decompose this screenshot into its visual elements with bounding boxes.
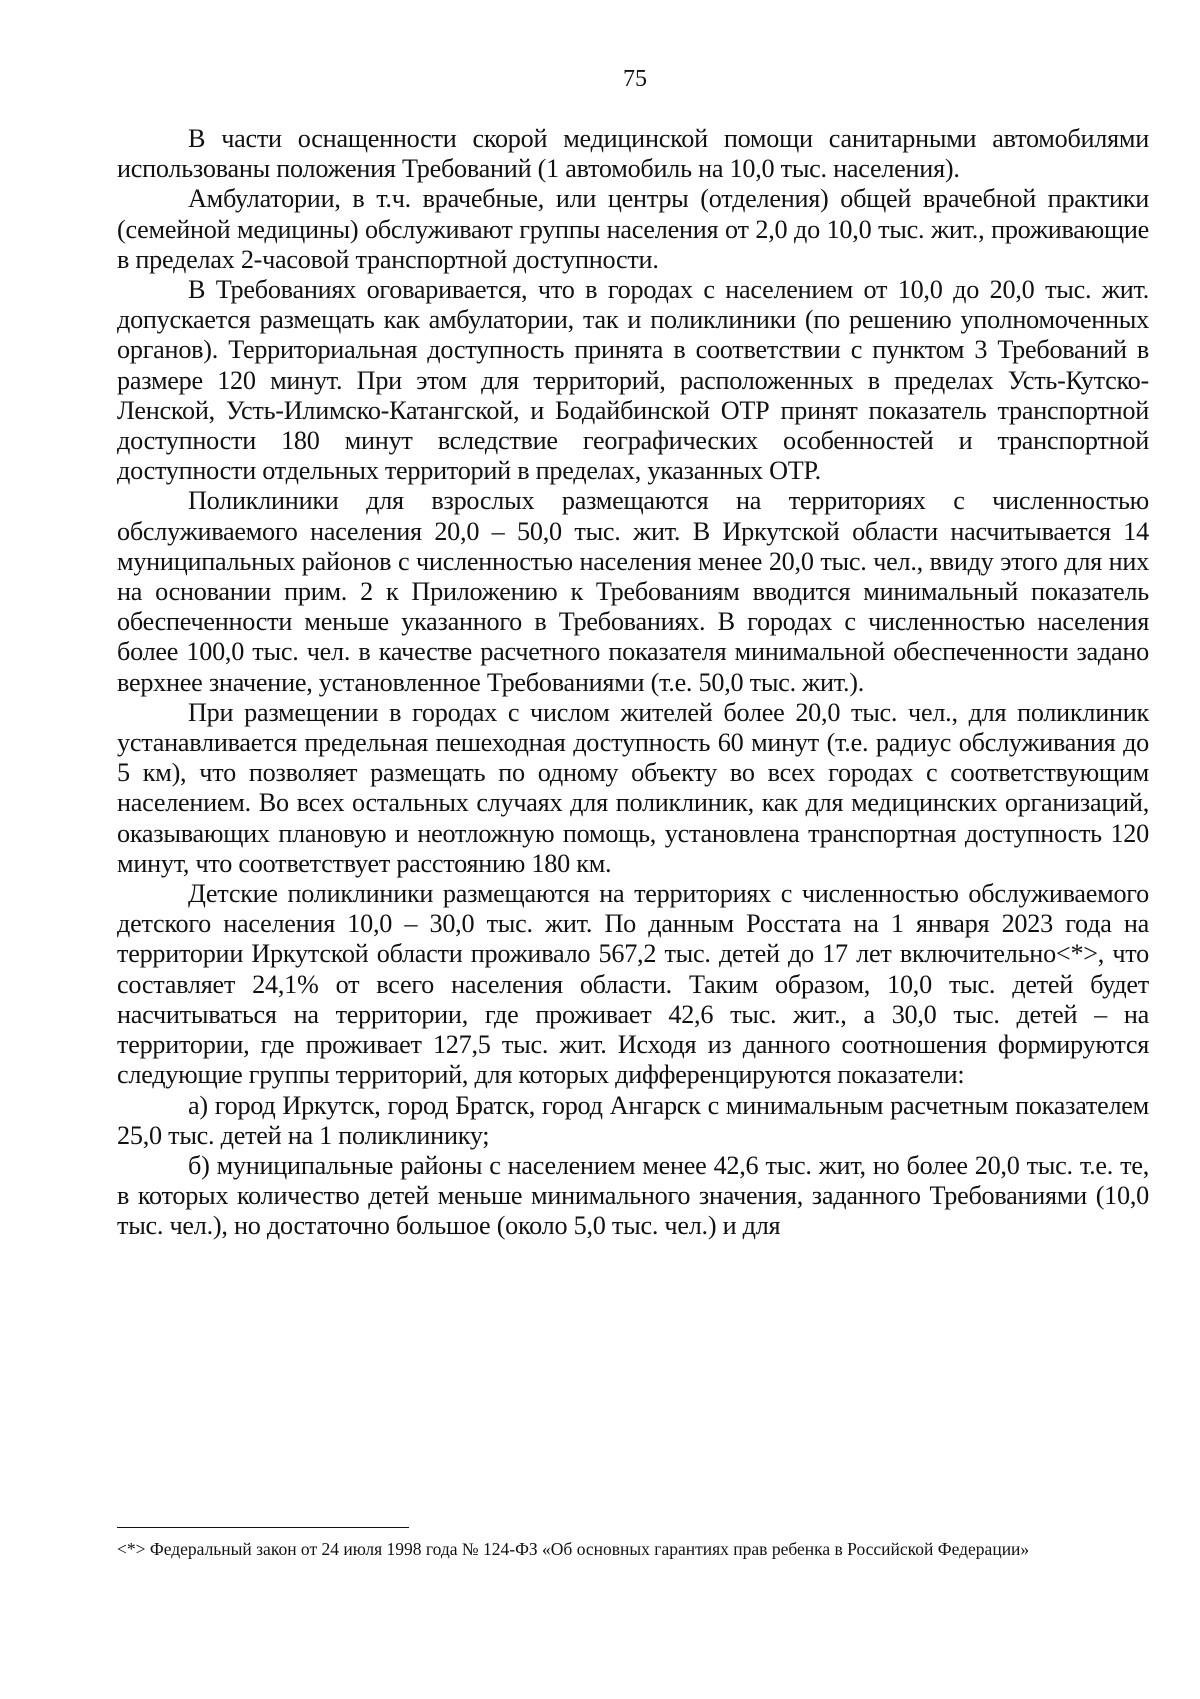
page-number: 75 (623, 66, 647, 92)
list-item-b: б) муниципальные районы с населением менее 42,6 тыс. жит, но более 20,0 тыс. т.е. те, в которых количество детей меньше минимального значения, заданного Требованиями (10,0 тыс. чел.), но достаточно большое (около 5,0 тыс. чел.) и для (117, 1150, 1149, 1241)
paragraph-ambulatories: Амбулатории, в т.ч. врачебные, или центры (отделения) общей врачебной практики (семейной медицины) обслуживают группы населения от 2,0 до 10,0 тыс. жит., проживающие в пределах 2-часовой транспортной доступности. (117, 184, 1149, 274)
paragraph-polyclinic-placement: При размещении в городах с числом жителей более 20,0 тыс. чел., для поликлиник устанавливается предельная пешеходная доступность 60 минут (т.е. радиус обслуживания до 5 км), что позволяет размещать по одному объекту во всех городах с соответствующим населением. Во всех остальных случаях для поликлиник, как для медицинских организаций, оказывающих плановую и неотложную помощь, установлена транспортная доступность 120 минут, что соответствует расстоянию 180 км. (117, 697, 1149, 878)
list-item-a: а) город Иркутск, город Братск, город Ангарск с минимальным расчетным показателем 25,0 тыс. детей на 1 поликлинику; (117, 1090, 1149, 1150)
body-text (117, 124, 1149, 1242)
paragraph-requirements-accessibility: В Требованиях оговаривается, что в городах с населением от 10,0 до 20,0 тыс. жит. допускается размещать как амбулатории, так и поликлиники (по решению уполномоченных органов). Территориальная доступность принята в соответствии с пунктом 3 Требований в размере 120 минут. При этом для территорий, расположенных в пределах Усть-Кутско-Ленской, Усть-Илимско-Катангской, и Бодайбинской ОТР принят показатель транспортной доступности 180 минут вследствие географических особенностей и транспортной доступности отдельных территорий в пределах, указанных ОТР. (117, 275, 1149, 486)
paragraph-children-polyclinics: Детские поликлиники размещаются на территориях с численностью обслуживаемого детского населения 10,0 – 30,0 тыс. жит. По данным Росстата на 1 января 2023 года на территории Иркутской области проживало 567,2 тыс. детей до 17 лет включительно<*>, что составляет 24,1% от всего населения области. Таким образом, 10,0 тыс. детей будет насчитываться на территории, где проживает 42,6 тыс. жит., а 30,0 тыс. детей – на территории, где проживает 127,5 тыс. жит. Исходя из данного соотношения формируются следующие группы территорий, для которых дифференцируются показатели: (117, 879, 1149, 1090)
paragraph-adult-polyclinics: Поликлиники для взрослых размещаются на территориях с численностью обслуживаемого населения 20,0 – 50,0 тыс. жит. В Иркутской области насчитывается 14 муниципальных районов с численностью населения менее 20,0 тыс. чел., ввиду этого для них на основании прим. 2 к Приложению к Требованиям вводится минимальный показатель обеспеченности меньше указанного в Требованиях. В городах с численностью населения более 100,0 тыс. чел. в качестве расчетного показателя минимальной обеспеченности задано верхнее значение, установленное Требованиями (т.е. 50,0 тыс. жит.). (117, 486, 1149, 697)
footnote-divider (117, 1527, 409, 1528)
footnote: <*> Федеральный закон от 24 июля 1998 года № 124-ФЗ «Об основных гарантиях прав ребенка в Российской Федерации» (117, 1539, 1030, 1559)
paragraph-ambulance-equipment: В части оснащенности скорой медицинской помощи санитарными автомобилями использованы положения Требований (1 автомобиль на 10,0 тыс. населения). (117, 124, 1149, 184)
